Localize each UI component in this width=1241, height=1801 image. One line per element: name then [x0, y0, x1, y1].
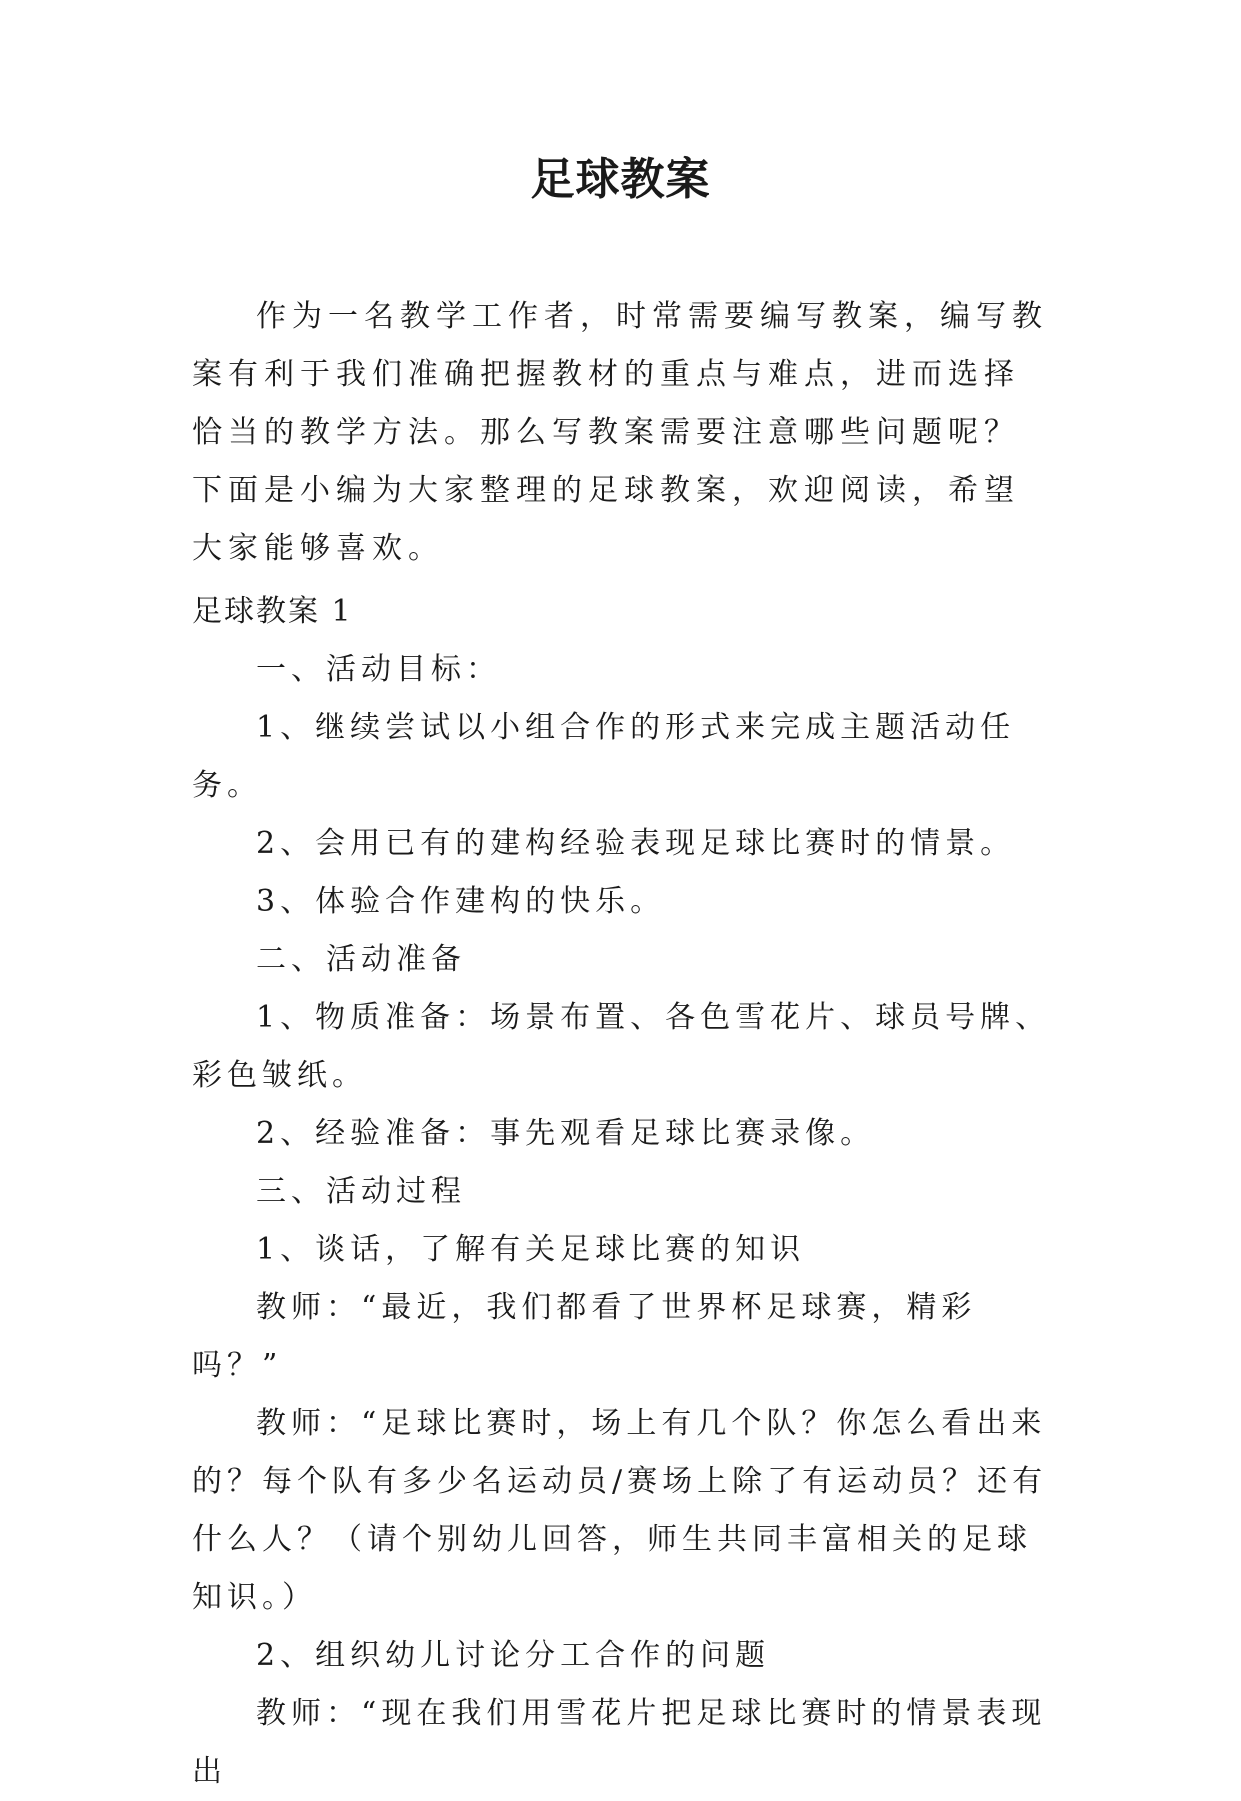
paragraph: 1、谈话，了解有关足球比赛的知识: [256, 1232, 806, 1267]
paragraph: 1、继续尝试以小组合作的形式来完成主题活动任务。: [192, 710, 1016, 803]
paragraph: 2、组织幼儿讨论分工合作的问题: [256, 1638, 771, 1673]
paragraph: 教师：“现在我们用雪花片把足球比赛时的情景表现出: [192, 1696, 1047, 1789]
paragraph: 教师：“足球比赛时，场上有几个队？你怎么看出来的？每个队有多少名运动员/赛场上除了有运动员？还有什么人？（请个别幼儿回答，师生共同丰富相关的足球知识。）: [192, 1406, 1048, 1615]
document-title: 足球教案: [530, 154, 711, 205]
paragraph: 教师：“最近，我们都看了世界杯足球赛，精彩吗？”: [192, 1290, 977, 1383]
paragraph: 1、物质准备：场景布置、各色雪花片、球员号牌、彩色皱纸。: [192, 1000, 1051, 1093]
paragraph: 一、活动目标：: [256, 652, 501, 687]
document-body: [192, 583, 1052, 1801]
paragraph: 二、活动准备: [256, 942, 466, 977]
section-heading: 足球教案 1: [192, 594, 353, 629]
paragraph: 2、会用已有的建构经验表现足球比赛时的情景。: [256, 826, 1016, 861]
paragraph: 3、体验合作建构的快乐。: [256, 884, 666, 919]
intro-paragraph: 作为一名教学工作者，时常需要编写教案，编写教案有利于我们准确把握教材的重点与难点，进而选择恰当的教学方法。那么写教案需要注意哪些问题呢？下面是小编为大家整理的足球教案，欢迎阅读，希望大家能够喜欢。: [192, 299, 1048, 566]
paragraph: 2、经验准备：事先观看足球比赛录像。: [256, 1116, 876, 1151]
paragraph: 三、活动过程: [256, 1174, 466, 1209]
